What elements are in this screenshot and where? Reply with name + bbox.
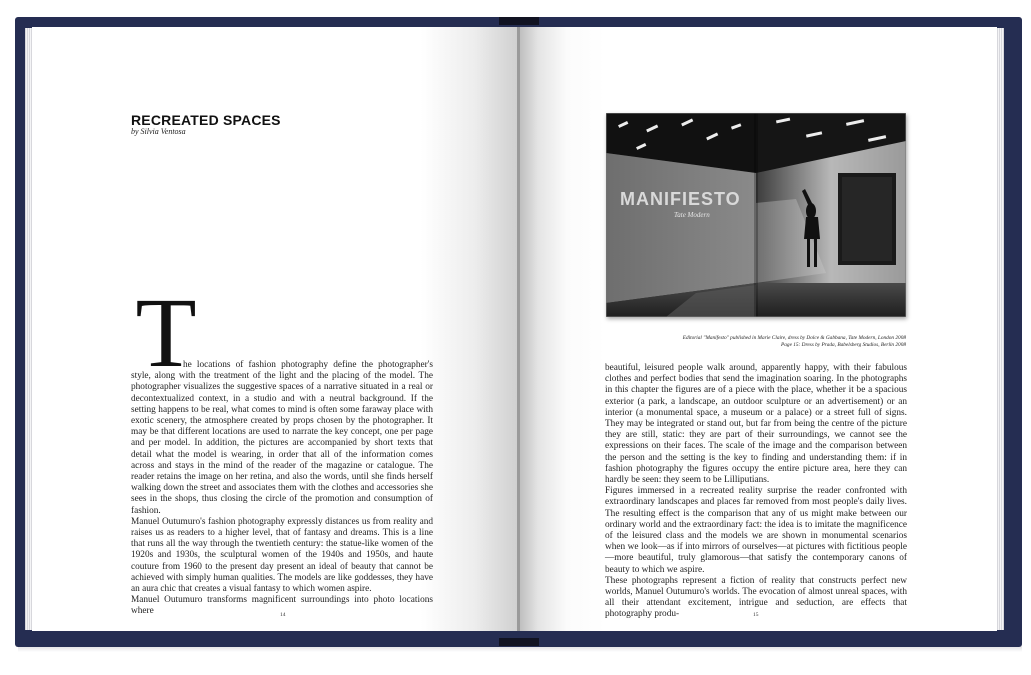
author-byline: by Silvia Ventosa (131, 127, 186, 136)
body-paragraph: Manuel Outumuro's fashion photography expressly distances us from reality and raises us as readers to a higher level, that of fantasy and dreams. This is a line that runs all the way through the twentieth century: the statue-like women of the 1920s and 1930s, the sculptural women of the 1940s and 1950s, and haute couture from 1960 to the present day present an ideal of beauty that cannot be achieved with simply human qualities. The models are like goddesses, they have an aura chic that creates a visual fantasy to which women aspire. (131, 516, 433, 595)
spine-cap-bottom (499, 638, 539, 646)
book-gutter (517, 27, 520, 631)
left-page-body (131, 360, 433, 618)
body-paragraph: he locations of fashion photography define the photographer's style, along with the treatment of the light and the placing of the model. The photographer visualizes the suggestive spaces of a narrative situated in a real or decontextualized context, in a studio and with a neutral background. If the setting happens to be real, what comes to mind is often some faraway place with exotic scenery, the atmosphere created by props chosen by the photographer. It may be that different locations are used to narrate the key concept, one per page and per model. In addition, the pictures are accompanied by short texts that detail what the model is wearing, in order that all of the information comes across and stays in the mind of the reader of the magazine or catalogue. The reader retains the image on her retina, and also the words, until she finds herself walking down the street and associates them with the clothes and accessories she sees in the shops, thus closing the circle of the promotion and consumption of fashion. (131, 360, 433, 516)
photo-magazine-title: MANIFIESTO (620, 189, 741, 209)
photo-subtitle: Tate Modern (674, 211, 710, 219)
body-paragraph: Figures immersed in a recreated reality surprise the reader confronted with extraordinary landscapes and places far removed from most people's daily lives. The resulting effect is the comparison that any of us might make between our ordinary world and the extraordinary fact: the idea is to imitate the magnificence of the leisured class and the models we are shown in monumental scenarios when we look—as if into mirrors of ourselves—at pictures with fictitious people—more beautiful, truly glamorous—that satisfy the contemporary canons of beauty to which we aspire. (605, 486, 907, 575)
magazine-spread-photo (606, 113, 906, 317)
right-page-body (605, 363, 907, 621)
svg-text:T: T (135, 294, 197, 368)
page-number-left: 14 (280, 612, 286, 618)
spine-cap-top (499, 17, 539, 25)
page-number-right: 15 (753, 612, 759, 618)
caption-line: Editorial "Manifesto" published in Marie Claire, dress by Dolce & Gabbana, Tate Modern, London 2008 (682, 335, 906, 341)
body-paragraph: These photographs represent a fiction of reality that constructs perfect new worlds, Manuel Outumuro's worlds. The evocation of almost unreal spaces, with all their attendant excitement, intrigue and seduction, are effects that photography produ- (605, 575, 907, 620)
body-paragraph: beautiful, leisured people walk around, apparently happy, with their fabulous clothes and perfect bodies that send the imagination soaring. In the photographs in this chapter the figures are of a piece with the place, whether it be a spacious exterior (a park, a landscape, an outdoor sculpture or an advertisement) or an interior (a monumental space, a museum or a palace) or a street full of signs. They may be integrated or stand out, but far from being the centre of the picture they are still, static: they are part of their surroundings, we cannot see the expressions on their faces. The scale of the image and the comparison between the person and the setting is the key to finding and understanding them: if in fashion photography the figures occupy the entire picture area, here they can hardly be seen: they seem to be Lilliputians. (605, 363, 907, 486)
body-paragraph: Manuel Outumuro transforms magnificent surroundings into photo locations where (131, 595, 433, 617)
caption-line: Page 15: Dress by Prada, Babelsberg Studios, Berlin 2008 (781, 342, 906, 348)
photo-caption (606, 335, 906, 349)
chapter-title: RECREATED SPACES (131, 112, 281, 128)
drop-cap (134, 294, 198, 368)
